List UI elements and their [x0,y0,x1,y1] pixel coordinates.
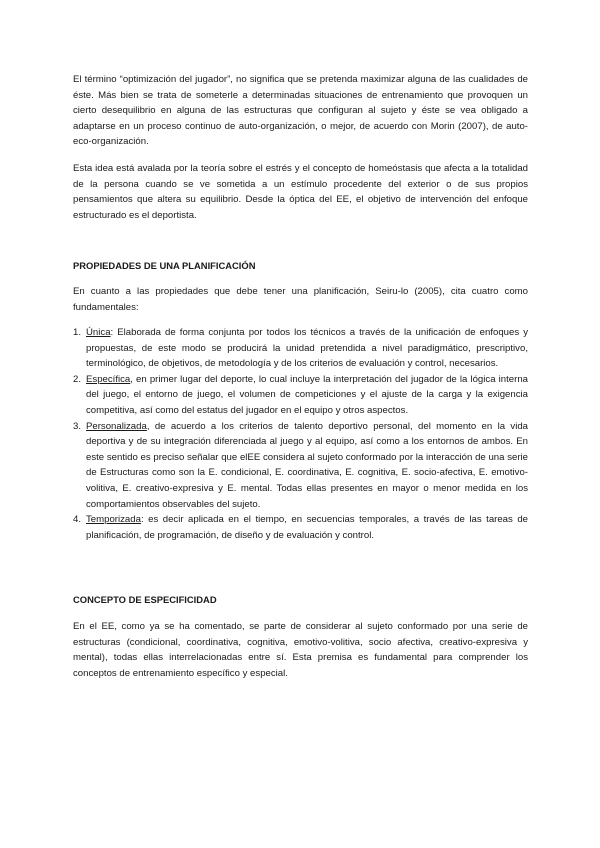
list-number: 4. [73,514,82,526]
heading-propiedades: PROPIEDADES DE UNA PLANIFICACIÓN [73,260,256,271]
list-term: Específica [86,373,131,385]
list-number: 2. [73,373,82,385]
list-number: 1. [73,327,82,338]
paragraph-optimizacion: El término “optimización del jugador”, no significa que se pretenda maximizar alguna de las cualidades de éste. Más bien se trata de someterle a determinadas situaciones de entrenamiento que provoquen un cierto desequilibrio en alguna de las estructuras que configuran al sujeto y éste se vea obligado a adaptarse en un proceso continuo de auto-organización, o mejor, de acuerdo con Morin (2007), de auto-eco-organización. [73,74,528,148]
list-item [73,419,528,513]
paragraph-especificidad: En el EE, como ya se ha comentado, se parte de considerar al sujeto conformado por una serie de estructuras (condicional, coordinativa, cognitiva, emotivo-volitiva, socio afectiva, creativo-expresiva y mental), todas ellas interrelacionadas entre sí. Esta premisa es fundamental para comprender los conceptos de entrenamiento específico y especial. [73,621,528,679]
list-term: Temporizada [86,514,141,526]
list-term: Personalizada [86,420,147,432]
list-text: , en primer lugar del deporte, lo cual incluye la interpretación del jugador de la lógica interna del juego, el entorno de juego, el volumen de competiciones y el ajuste de la carga y la exigencia competitiva, así como del estatus del jugador en el equipo y otros aspectos. [86,373,528,416]
list-item [73,372,528,419]
list-item [73,325,528,372]
list-text: : es decir aplicada en el tiempo, en secuencias temporales, a través de las tareas de planificación, de programación, de diseño y de evaluación y control. [86,514,528,541]
properties-list [73,325,528,543]
paragraph-estres: Esta idea está avalada por la teoría sobre el estrés y el concepto de homeóstasis que afecta a la totalidad de la persona cuando se ve sometida a un estímulo procedente del exterior o de sus propios pensamientos que altera su equilibrio. Desde la óptica del EE, el objetivo de intervención del enfoque estructurado es el deportista. [73,163,528,221]
heading-especificidad: CONCEPTO DE ESPECIFICIDAD [73,594,217,605]
list-term: Única [86,327,111,338]
list-number: 3. [73,420,82,432]
paragraph-propiedades-intro: En cuanto a las propiedades que debe tener una planificación, Seiru-lo (2005), cita cuatro como fundamentales: [73,286,528,313]
list-item [73,512,528,543]
list-text: : Elaborada de forma conjunta por todos los técnicos a través de la unificación de enfoques y propuestas, de este modo se producirá la unidad pretendida a nivel paradigmático, prescriptivo, terminológico, de objetivos, de metodología y de los criterios de evaluación y control, necesarios. [86,327,528,370]
list-text: , de acuerdo a los criterios de talento deportivo personal, del momento en la vida deportiva y de su integración diferenciada al juego y al equipo, así como a los entornos de ambos. En este sentido es preciso señalar que elEE considera al sujeto conformado por la interacción de una serie de Estructuras como son la E. condicional, E. coordinativa, E. cognitiva, E. socio-afectiva, E. emotivo-volitiva, E. creativo-expresiva y E. mental. Todas ellas presentes en mayor o menor medida en los comportamientos observables del sujeto. [86,420,528,510]
